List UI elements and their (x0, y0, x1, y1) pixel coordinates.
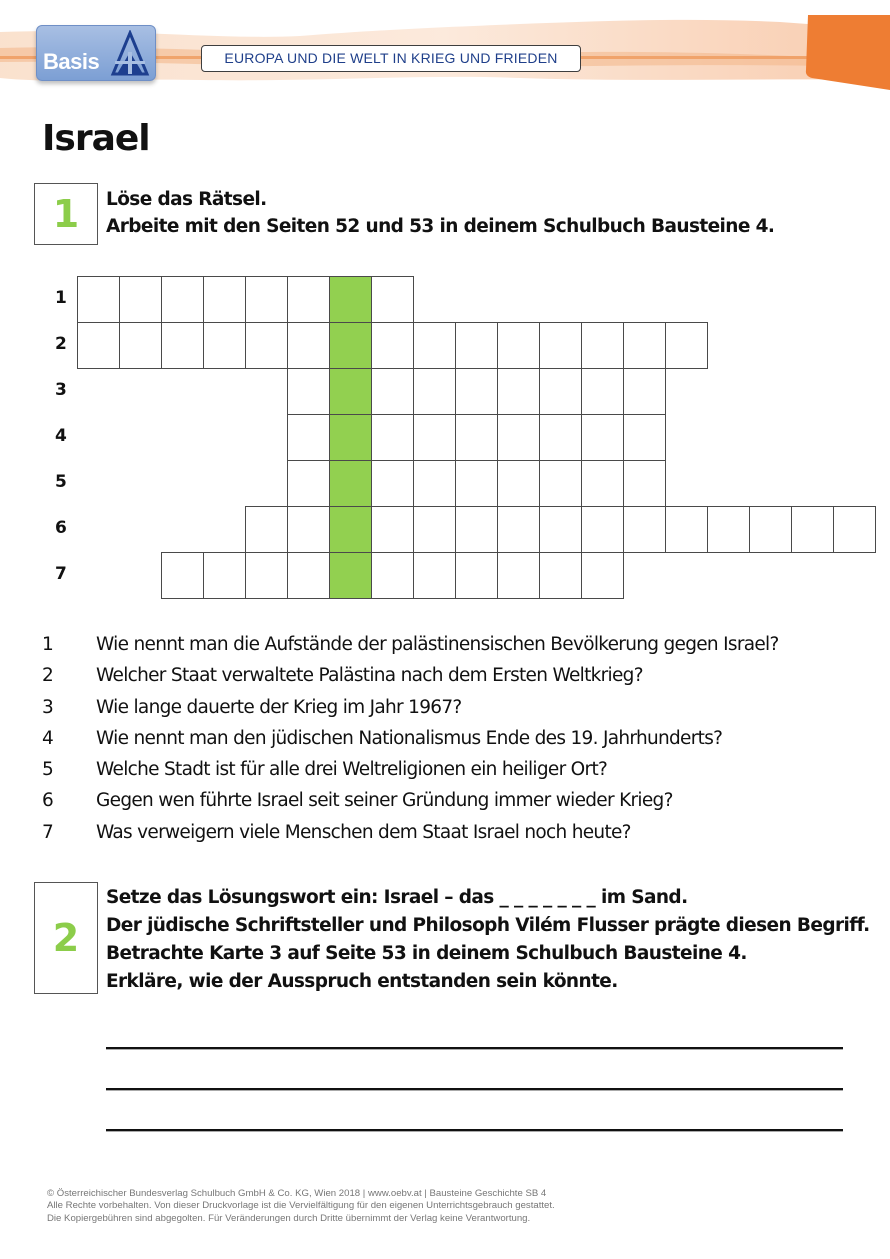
crossword-cell[interactable] (539, 368, 582, 415)
crossword-cell[interactable] (455, 552, 498, 599)
question-item (42, 663, 779, 694)
question-item (42, 820, 779, 851)
crossword-row-number: 3 (55, 380, 67, 400)
footer-text: Alle Rechte vorbehalten. Von dieser Druckvorlage ist die Vervielfältigung für den eigenen Unterrichtsgebrauch gestattet. (47, 1200, 555, 1212)
publisher-link[interactable]: www.oebv.at (367, 1188, 422, 1199)
crossword-cell[interactable] (161, 276, 204, 323)
question-item (42, 632, 779, 663)
question-number: 1 (42, 634, 54, 655)
crossword-cell[interactable] (497, 460, 540, 507)
crossword-cell[interactable] (623, 322, 666, 369)
crossword-cell[interactable] (119, 276, 162, 323)
crossword-cell[interactable] (539, 552, 582, 599)
answer-line[interactable] (106, 1088, 843, 1091)
crossword-cell[interactable] (287, 552, 330, 599)
triangle-logo-icon (109, 30, 151, 78)
crossword-cell[interactable] (581, 460, 624, 507)
crossword-cell[interactable] (581, 552, 624, 599)
crossword-cell[interactable] (77, 322, 120, 369)
crossword-cell[interactable] (245, 506, 288, 553)
crossword-cell[interactable] (245, 276, 288, 323)
question-item (42, 757, 779, 788)
task2-line: Betrachte Karte 3 auf Seite 53 in deinem Schulbuch Bausteine 4. (106, 943, 747, 964)
logo-text: Basis (43, 49, 100, 74)
crossword-solution-cell[interactable] (329, 276, 372, 323)
crossword-solution-cell[interactable] (329, 552, 372, 599)
crossword-solution-cell[interactable] (329, 322, 372, 369)
question-text: Wie nennt man den jüdischen Nationalismus Ende des 19. Jahrhunderts? (96, 727, 723, 749)
crossword-cell[interactable] (455, 322, 498, 369)
crossword-cell[interactable] (77, 276, 120, 323)
crossword-cell[interactable] (119, 322, 162, 369)
crossword-row-number: 7 (55, 564, 67, 584)
crossword-cell[interactable] (371, 506, 414, 553)
crossword-cell[interactable] (371, 322, 414, 369)
task2-line: Setze das Lösungswort ein: Israel – das _ _ _ _ _ _ _ im Sand. (106, 887, 688, 908)
crossword-cell[interactable] (455, 506, 498, 553)
crossword-cell[interactable] (497, 552, 540, 599)
task2-line: Erkläre, wie der Ausspruch entstanden sein könnte. (106, 971, 618, 992)
crossword-cell[interactable] (203, 322, 246, 369)
task-number-2: 2 (34, 882, 98, 994)
question-item (42, 788, 779, 819)
question-number: 5 (42, 759, 54, 781)
crossword-solution-cell[interactable] (329, 368, 372, 415)
crossword-cell[interactable] (497, 414, 540, 461)
crossword-row-number: 5 (55, 472, 67, 492)
crossword-cell[interactable] (161, 552, 204, 599)
crossword-cell[interactable] (497, 368, 540, 415)
crossword-cell[interactable] (581, 368, 624, 415)
question-number: 6 (42, 790, 54, 812)
crossword-solution-cell[interactable] (329, 414, 372, 461)
crossword-cell[interactable] (287, 460, 330, 507)
crossword-cell[interactable] (665, 322, 708, 369)
crossword-cell[interactable] (371, 460, 414, 507)
crossword-cell[interactable] (539, 460, 582, 507)
crossword-cell[interactable] (245, 322, 288, 369)
answer-line[interactable] (106, 1047, 843, 1050)
footer-text: Die Kopiergebühren sind abgegolten. Für Veränderungen durch Dritte übernimmt der Verlag keine Verantwortung. (47, 1212, 531, 1224)
crossword-cell[interactable] (161, 322, 204, 369)
crossword-cell[interactable] (287, 368, 330, 415)
crossword-solution-cell[interactable] (329, 460, 372, 507)
crossword-cell[interactable] (623, 460, 666, 507)
question-text: Gegen wen führte Israel seit seiner Gründung immer wieder Krieg? (96, 790, 673, 812)
question-number: 7 (42, 821, 54, 843)
crossword-cell[interactable] (833, 506, 876, 553)
crossword-cell[interactable] (455, 368, 498, 415)
crossword-cell[interactable] (371, 552, 414, 599)
question-text: Wie nennt man die Aufstände der palästinensischen Bevölkerung gegen Israel? (96, 634, 779, 655)
crossword-cell[interactable] (413, 368, 456, 415)
task2-line: Der jüdische Schriftsteller und Philosoph Vilém Flusser prägte diesen Begriff. (106, 915, 870, 936)
question-text: Welche Stadt ist für alle drei Weltreligionen ein heiliger Ort? (96, 759, 608, 781)
crossword-cell[interactable] (413, 460, 456, 507)
crossword-cell[interactable] (371, 368, 414, 415)
crossword-cell[interactable] (581, 414, 624, 461)
crossword-cell[interactable] (371, 414, 414, 461)
orange-tab-shape (806, 15, 890, 90)
question-text: Welcher Staat verwaltete Palästina nach dem Ersten Weltkrieg? (96, 665, 643, 687)
crossword-cell[interactable] (623, 368, 666, 415)
crossword-cell[interactable] (245, 552, 288, 599)
footer-text: | Bausteine Geschichte SB 4 (421, 1188, 547, 1199)
crossword-cell[interactable] (623, 506, 666, 553)
task-number-1: 1 (34, 183, 98, 245)
question-number: 2 (42, 665, 54, 687)
crossword-cell[interactable] (539, 322, 582, 369)
crossword-cell[interactable] (287, 506, 330, 553)
crossword-cell[interactable] (287, 276, 330, 323)
crossword-cell[interactable] (413, 414, 456, 461)
question-item (42, 695, 779, 726)
crossword-cell[interactable] (539, 414, 582, 461)
crossword-cell[interactable] (413, 322, 456, 369)
crossword-cell[interactable] (581, 506, 624, 553)
answer-line[interactable] (106, 1129, 843, 1132)
question-number: 4 (42, 727, 54, 749)
page-title: Israel (42, 118, 150, 159)
question-number: 3 (42, 696, 54, 718)
task2-instructions (106, 884, 870, 996)
footer-text: © Österreichischer Bundesverlag Schulbuch GmbH & Co. KG, Wien 2018 | (47, 1188, 368, 1199)
basis-logo (36, 25, 156, 81)
crossword-cell[interactable] (539, 506, 582, 553)
crossword-row-number: 1 (55, 288, 67, 308)
crossword-cell[interactable] (413, 552, 456, 599)
crossword-row-number: 4 (55, 426, 67, 446)
crossword-cell[interactable] (203, 552, 246, 599)
crossword-cell[interactable] (455, 460, 498, 507)
crossword-solution-cell[interactable] (329, 506, 372, 553)
crossword-row-number: 6 (55, 518, 67, 538)
crossword-cell[interactable] (749, 506, 792, 553)
task1-line: Löse das Rätsel. (106, 189, 267, 210)
question-list (42, 632, 779, 851)
crossword-row-number: 2 (55, 334, 67, 354)
series-title: EUROPA UND DIE WELT IN KRIEG UND FRIEDEN (201, 45, 581, 72)
task1-instructions (106, 186, 774, 240)
crossword-cell[interactable] (497, 506, 540, 553)
crossword-cell[interactable] (665, 506, 708, 553)
question-text: Wie lange dauerte der Krieg im Jahr 1967? (96, 696, 462, 718)
footer-copyright (47, 1188, 555, 1225)
task1-line: Arbeite mit den Seiten 52 und 53 in deinem Schulbuch Bausteine 4. (106, 216, 775, 237)
crossword-cell[interactable] (371, 276, 414, 323)
crossword-cell[interactable] (581, 322, 624, 369)
question-item (42, 726, 779, 757)
crossword-cell[interactable] (623, 414, 666, 461)
crossword-cell[interactable] (707, 506, 750, 553)
crossword-cell[interactable] (497, 322, 540, 369)
crossword-cell[interactable] (413, 506, 456, 553)
crossword-cell[interactable] (791, 506, 834, 553)
crossword-cell[interactable] (203, 276, 246, 323)
crossword-cell[interactable] (455, 414, 498, 461)
crossword-cell[interactable] (287, 414, 330, 461)
question-text: Was verweigern viele Menschen dem Staat Israel noch heute? (96, 821, 631, 843)
crossword-cell[interactable] (287, 322, 330, 369)
